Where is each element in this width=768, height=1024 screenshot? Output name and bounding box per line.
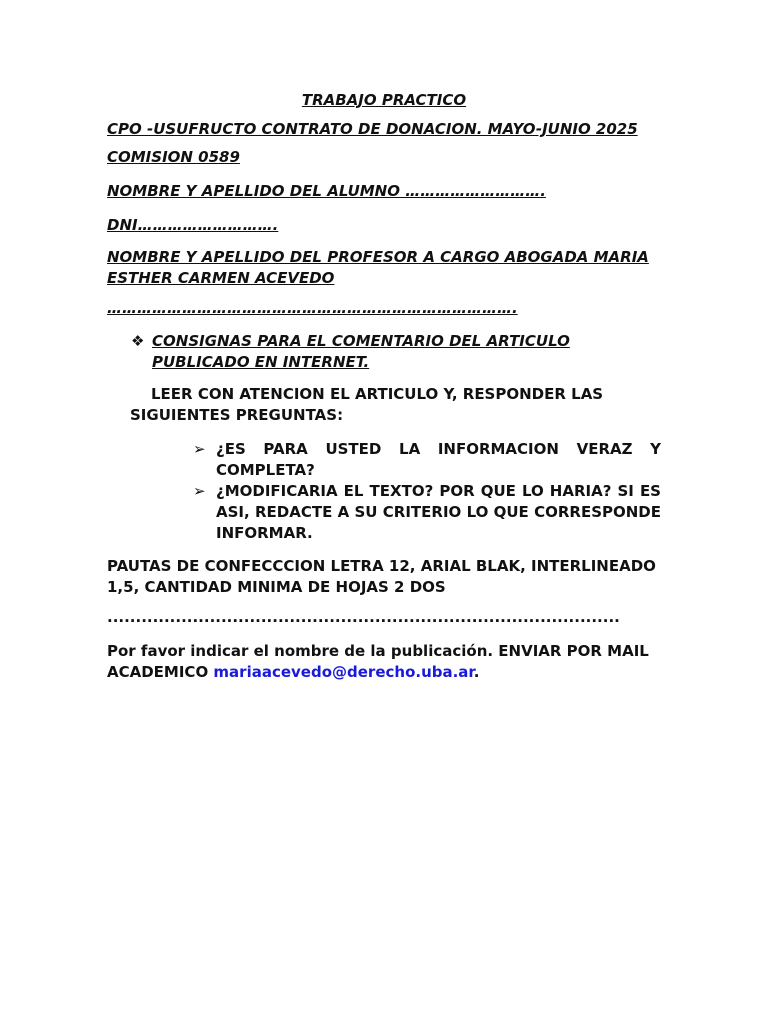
dotted-separator-2: .......................................................................................... (107, 608, 620, 626)
professor-block (107, 247, 661, 289)
formatting-guidelines: PAUTAS DE CONFECCCION LETRA 12, ARIAL BLAK, INTERLINEADO 1,5, CANTIDAD MINIMA DE HOJAS 2 DOS (107, 557, 656, 596)
student-name-field: NOMBRE Y APELLIDO DEL ALUMNO ………………………. (107, 182, 546, 200)
email-link[interactable]: mariaacevedo@derecho.uba.ar (213, 663, 474, 681)
question-text: ¿ES PARA USTED LA INFORMACION VERAZ Y COMPLETA? (216, 440, 661, 479)
dotted-separator: ………………………………………………………………………. (107, 299, 518, 317)
arrow-bullet-icon: ➢ (193, 440, 206, 458)
question-text: ¿MODIFICARIA EL TEXTO? POR QUE LO HARIA? SI ES ASI, REDACTE A SU CRITERIO LO QUE CORRESPONDE INFORMAR. (216, 482, 661, 542)
assignment-heading (131, 331, 661, 373)
assignment-heading-text: CONSIGNAS PARA EL COMENTARIO DEL ARTICULO PUBLICADO EN INTERNET. (152, 332, 570, 371)
commission-line: COMISION 0589 (107, 148, 240, 166)
dni-field: DNI………………………. (107, 216, 279, 234)
diamond-bullet-icon: ❖ (131, 332, 145, 350)
list-item (193, 481, 661, 544)
reading-instruction: LEER CON ATENCION EL ARTICULO Y, RESPONDER LAS SIGUIENTES PREGUNTAS: (130, 385, 604, 424)
closing-instructions (107, 641, 661, 683)
professor-line-2: ESTHER CARMEN ACEVEDO (107, 269, 335, 287)
list-item (193, 439, 661, 481)
arrow-bullet-icon: ➢ (193, 482, 206, 500)
course-line: CPO -USUFRUCTO CONTRATO DE DONACION. MAYO-JUNIO 2025 (107, 120, 638, 138)
document-page (107, 90, 661, 683)
closing-text: Por favor indicar el nombre de la publicación. ENVIAR POR MAIL ACADEMICO (107, 642, 649, 681)
closing-period: . (473, 663, 480, 681)
document-title: TRABAJO PRACTICO (301, 91, 467, 109)
professor-line-1: NOMBRE Y APELLIDO DEL PROFESOR A CARGO ABOGADA MARIA (107, 248, 649, 266)
question-list (193, 439, 661, 544)
